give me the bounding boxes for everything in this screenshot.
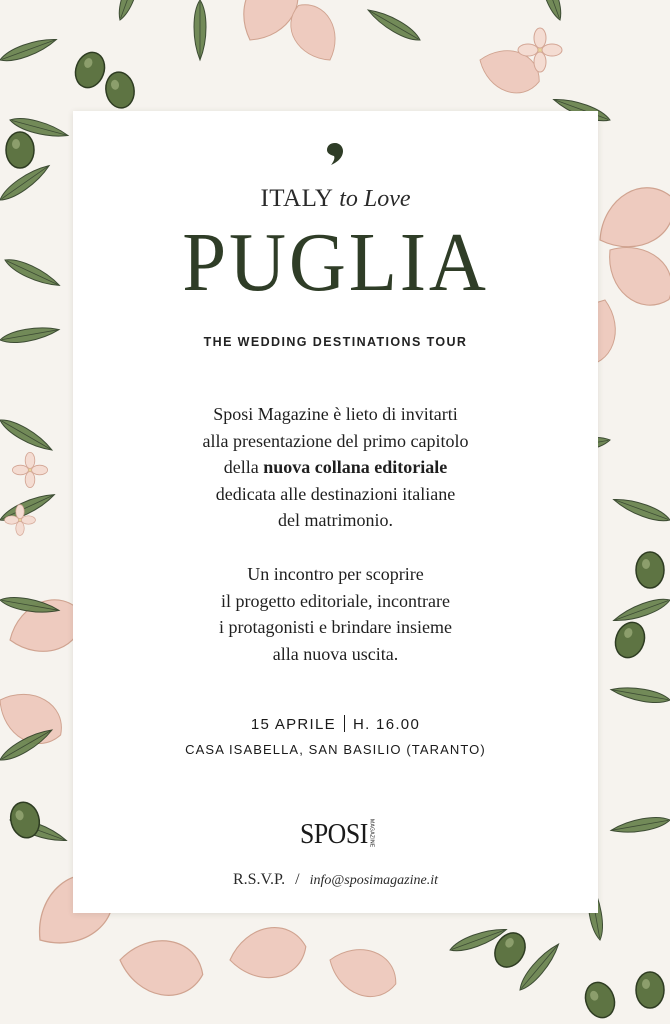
sposi-logo [73, 819, 598, 851]
event-time: H. 16.00 [352, 716, 421, 733]
rsvp-line [73, 871, 598, 889]
series-title [73, 185, 598, 213]
main-title: PUGLIA [182, 216, 489, 309]
rsvp-separator: / [295, 871, 300, 888]
event-date: 15 APRILE [250, 716, 336, 733]
drop-icon [326, 142, 344, 166]
paragraph-line: del matrimonio. [278, 510, 393, 530]
series-prefix: ITALY [260, 185, 333, 212]
rsvp-email-link[interactable]: info@sposimagazine.it [309, 873, 439, 888]
paragraph-text: della [223, 457, 264, 477]
brand-wordmark: SPOSI [299, 819, 368, 850]
series-suffix: to Love [339, 186, 411, 212]
event-venue: CASA ISABELLA, SAN BASILIO (TARANTO) [185, 742, 486, 757]
invitation-card [73, 111, 598, 913]
paragraph-line: i protagonisti e brindare insieme [219, 617, 452, 637]
subtitle: THE WEDDING DESTINATIONS TOUR [203, 335, 468, 349]
paragraph-line: dedicata alle destinazioni italiane [215, 483, 456, 504]
paragraph-line: alla presentazione del primo capitolo [202, 430, 469, 451]
paragraph-line: alla nuova uscita. [272, 643, 399, 664]
brand-tag: MAGAZINE [368, 819, 375, 848]
event-description [73, 561, 598, 667]
paragraph-bold-text: nuova collana editoriale [263, 457, 448, 477]
paragraph-line: Un incontro per scoprire [247, 564, 424, 584]
paragraph-line: il progetto editoriale, incontrare [221, 590, 450, 611]
event-date-time [73, 715, 598, 733]
rsvp-label: R.S.V.P. [232, 871, 286, 888]
paragraph-line [73, 454, 598, 481]
divider [344, 715, 345, 732]
paragraph-line: Sposi Magazine è lieto di invitarti [213, 404, 458, 424]
invitation-paragraph [73, 401, 598, 534]
